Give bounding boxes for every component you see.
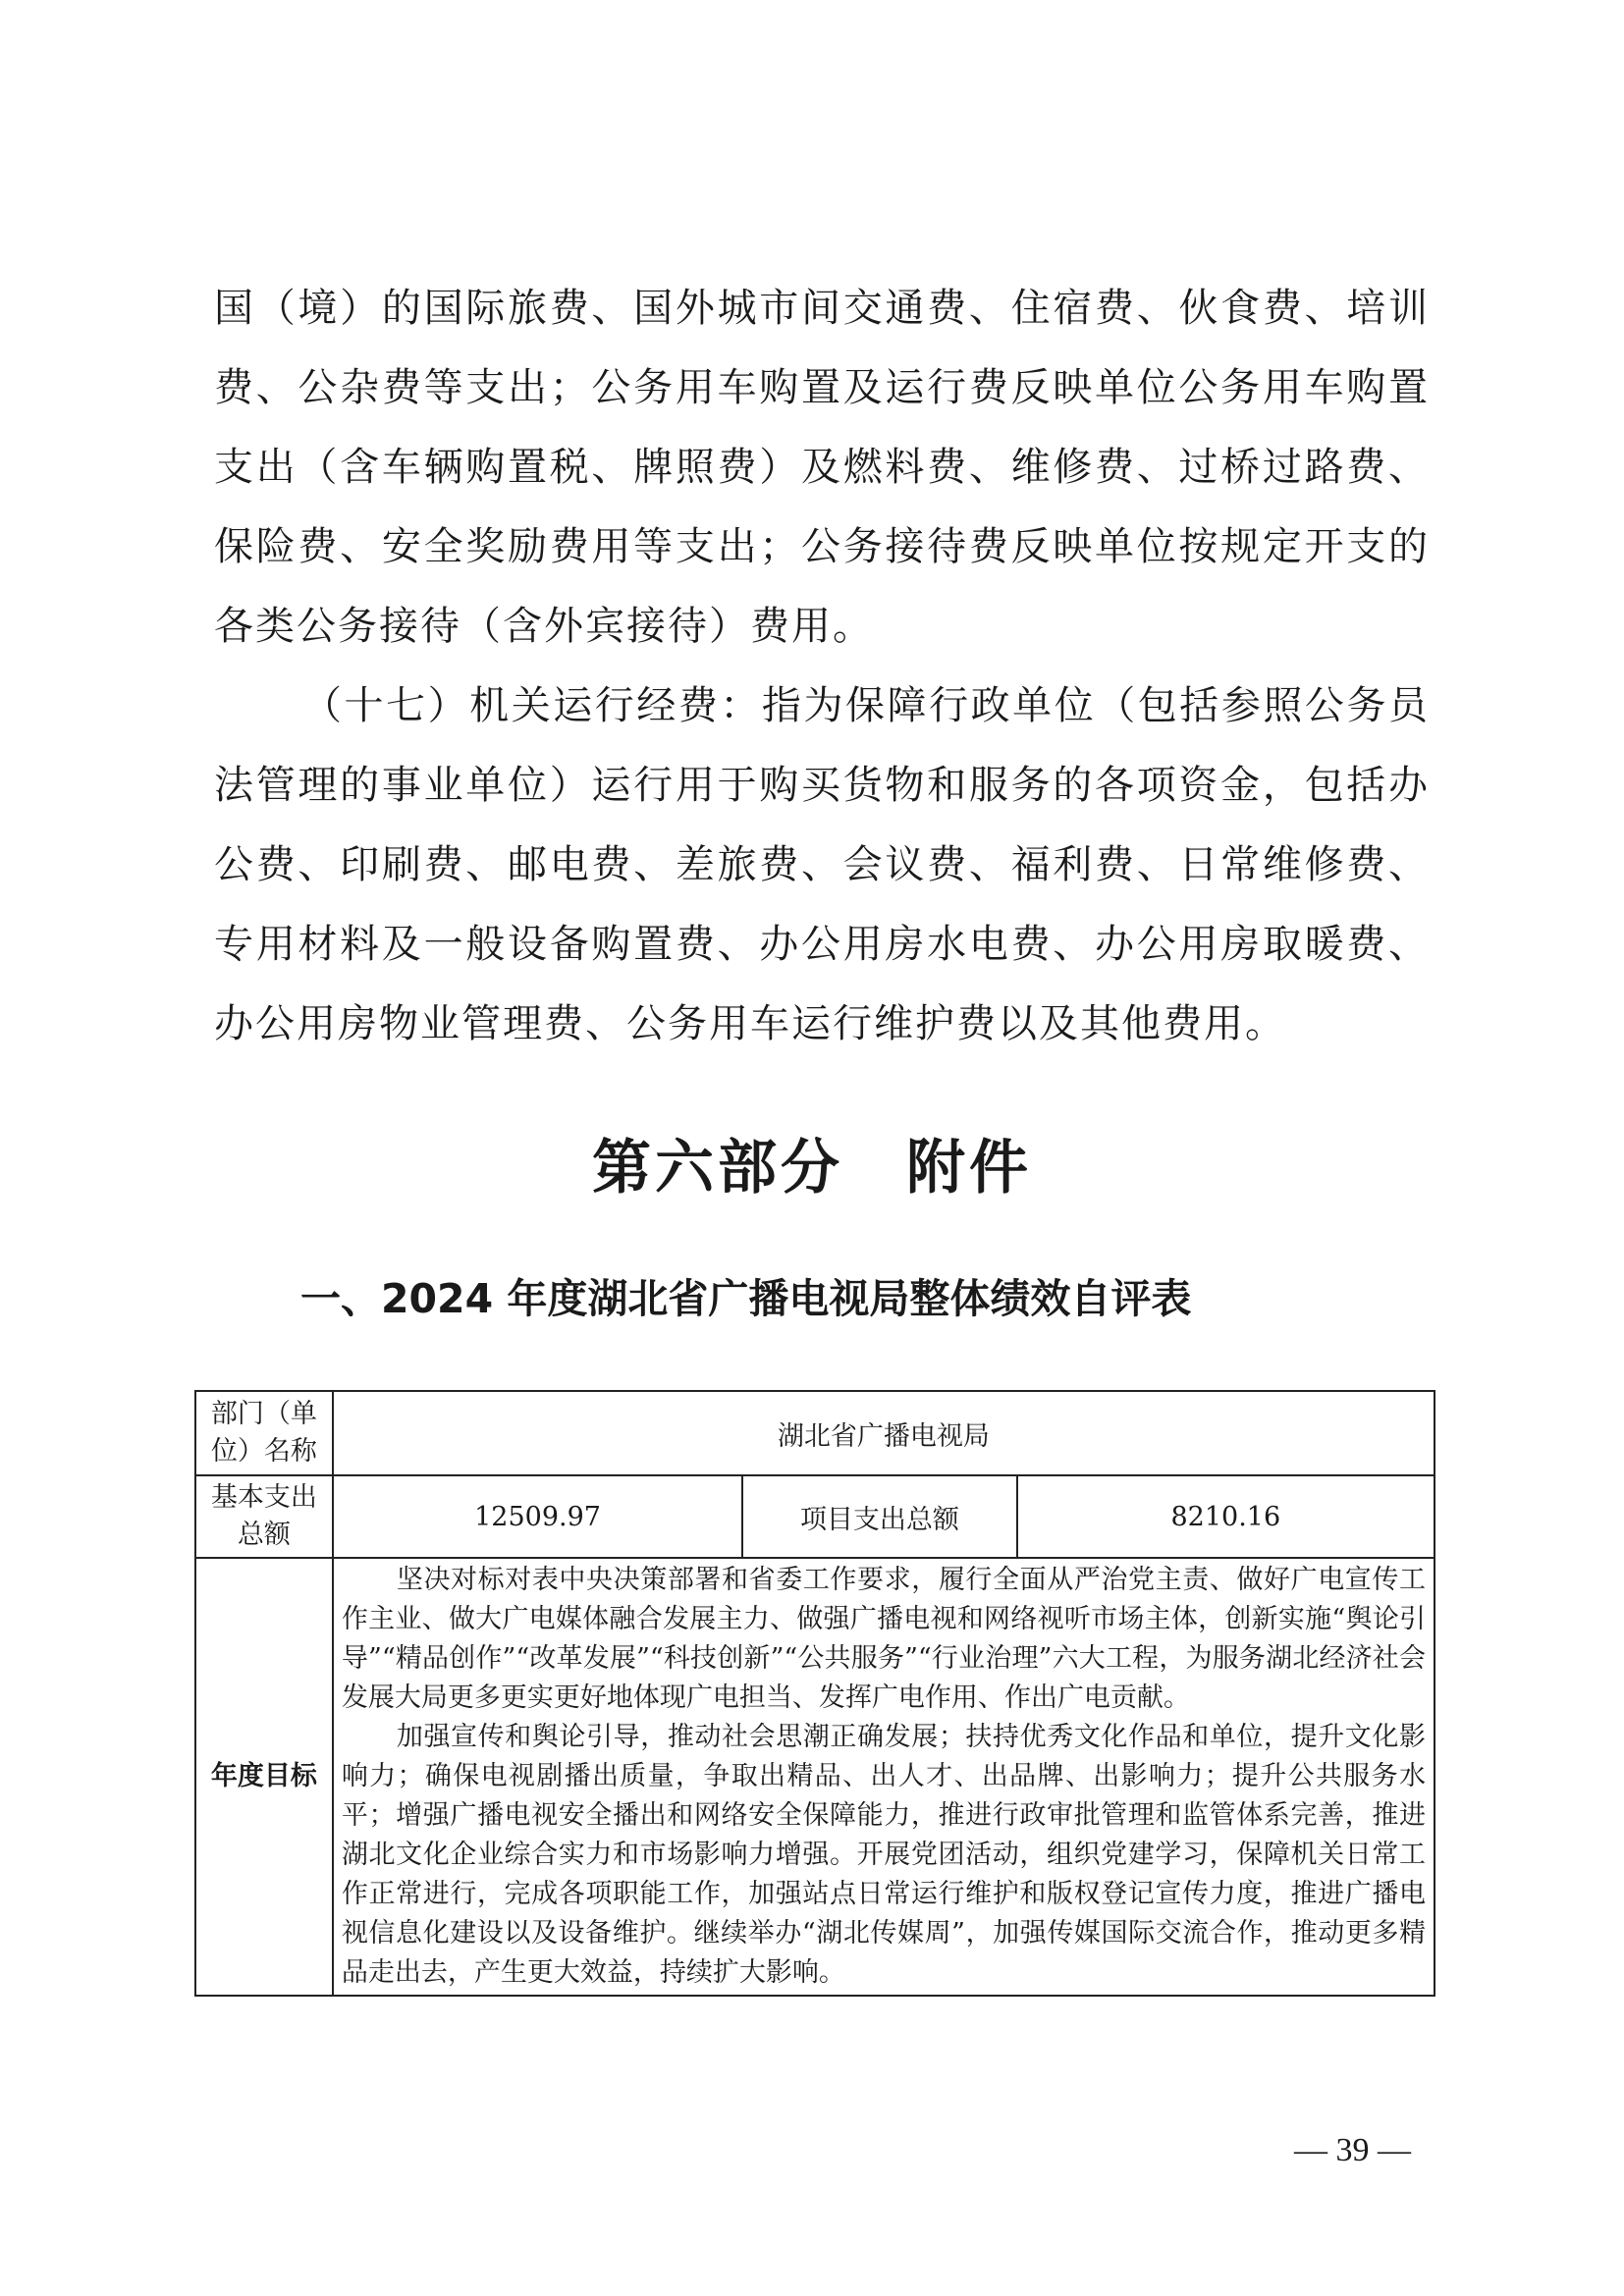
table-row-department bbox=[195, 1391, 1435, 1475]
annual-goal-paragraph-2: 加强宣传和舆论引导，推动社会思潮正确发展；扶持优秀文化作品和单位，提升文化影响力；确保电视剧播出质量，争取出精品、出人才、出品牌、出影响力；提升公共服务水平；增强广播电视安全播出和网络安全保障能力，推进行政审批管理和监管体系完善，推进湖北文化企业综合实力和市场影响力增强。开展党团活动，组织党建学习，保障机关日常工作正常进行，完成各项职能工作，加强站点日常运行维护和版权登记宣传力度，推进广播电视信息化建设以及设备维护。继续举办“湖北传媒周”，加强传媒国际交流合作，推动更多精品走出去，产生更大效益，持续扩大影响。 bbox=[341, 1722, 1426, 1988]
dept-value: 湖北省广播电视局 bbox=[333, 1391, 1435, 1475]
table-row-expenditure bbox=[195, 1475, 1435, 1558]
performance-table bbox=[194, 1390, 1435, 1997]
dept-label: 部门（单位）名称 bbox=[195, 1391, 333, 1475]
project-expenditure-value: 8210.16 bbox=[1017, 1475, 1435, 1558]
body-paragraph-2: （十七）机关运行经费：指为保障行政单位（包括参照公务员法管理的事业单位）运行用于购买货物和服务的各项资金，包括办公费、印刷费、邮电费、差旅费、会议费、福利费、日常维修费、专用材料及一般设备购置费、办公用房水电费、办公用房取暖费、办公用房物业管理费、公务用车运行维护费以及其他费用。 bbox=[214, 683, 1430, 1046]
section-title: 第六部分 附件 bbox=[592, 1134, 1032, 1202]
table-row-annual-goal bbox=[195, 1558, 1435, 1996]
body-paragraph-1: 国（境）的国际旅费、国外城市间交通费、住宿费、伙食费、培训费、公杂费等支出；公务用车购置及运行费反映单位公务用车购置支出（含车辆购置税、牌照费）及燃料费、维修费、过桥过路费、保险费、安全奖励费用等支出；公务接待费反映单位按规定开支的各类公务接待（含外宾接待）费用。 bbox=[214, 286, 1430, 649]
basic-expenditure-value: 12509.97 bbox=[333, 1475, 742, 1558]
page-number: — 39 — bbox=[1294, 2132, 1411, 2168]
annual-goal-label: 年度目标 bbox=[195, 1558, 333, 1996]
table-title: 一、2024 年度湖北省广播电视局整体绩效自评表 bbox=[300, 1275, 1192, 1322]
basic-expenditure-label: 基本支出总额 bbox=[195, 1475, 333, 1558]
annual-goal-text bbox=[333, 1558, 1435, 1996]
project-expenditure-label: 项目支出总额 bbox=[742, 1475, 1016, 1558]
annual-goal-paragraph-1: 坚决对标对表中央决策部署和省委工作要求，履行全面从严治党主责、做好广电宣传工作主业、做大广电媒体融合发展主力、做强广播电视和网络视听市场主体，创新实施“舆论引导”“精品创作”“改革发展”“科技创新”“公共服务”“行业治理”六大工程，为服务湖北经济社会发展大局更多更实更好地体现广电担当、发挥广电作用、作出广电贡献。 bbox=[341, 1565, 1426, 1713]
